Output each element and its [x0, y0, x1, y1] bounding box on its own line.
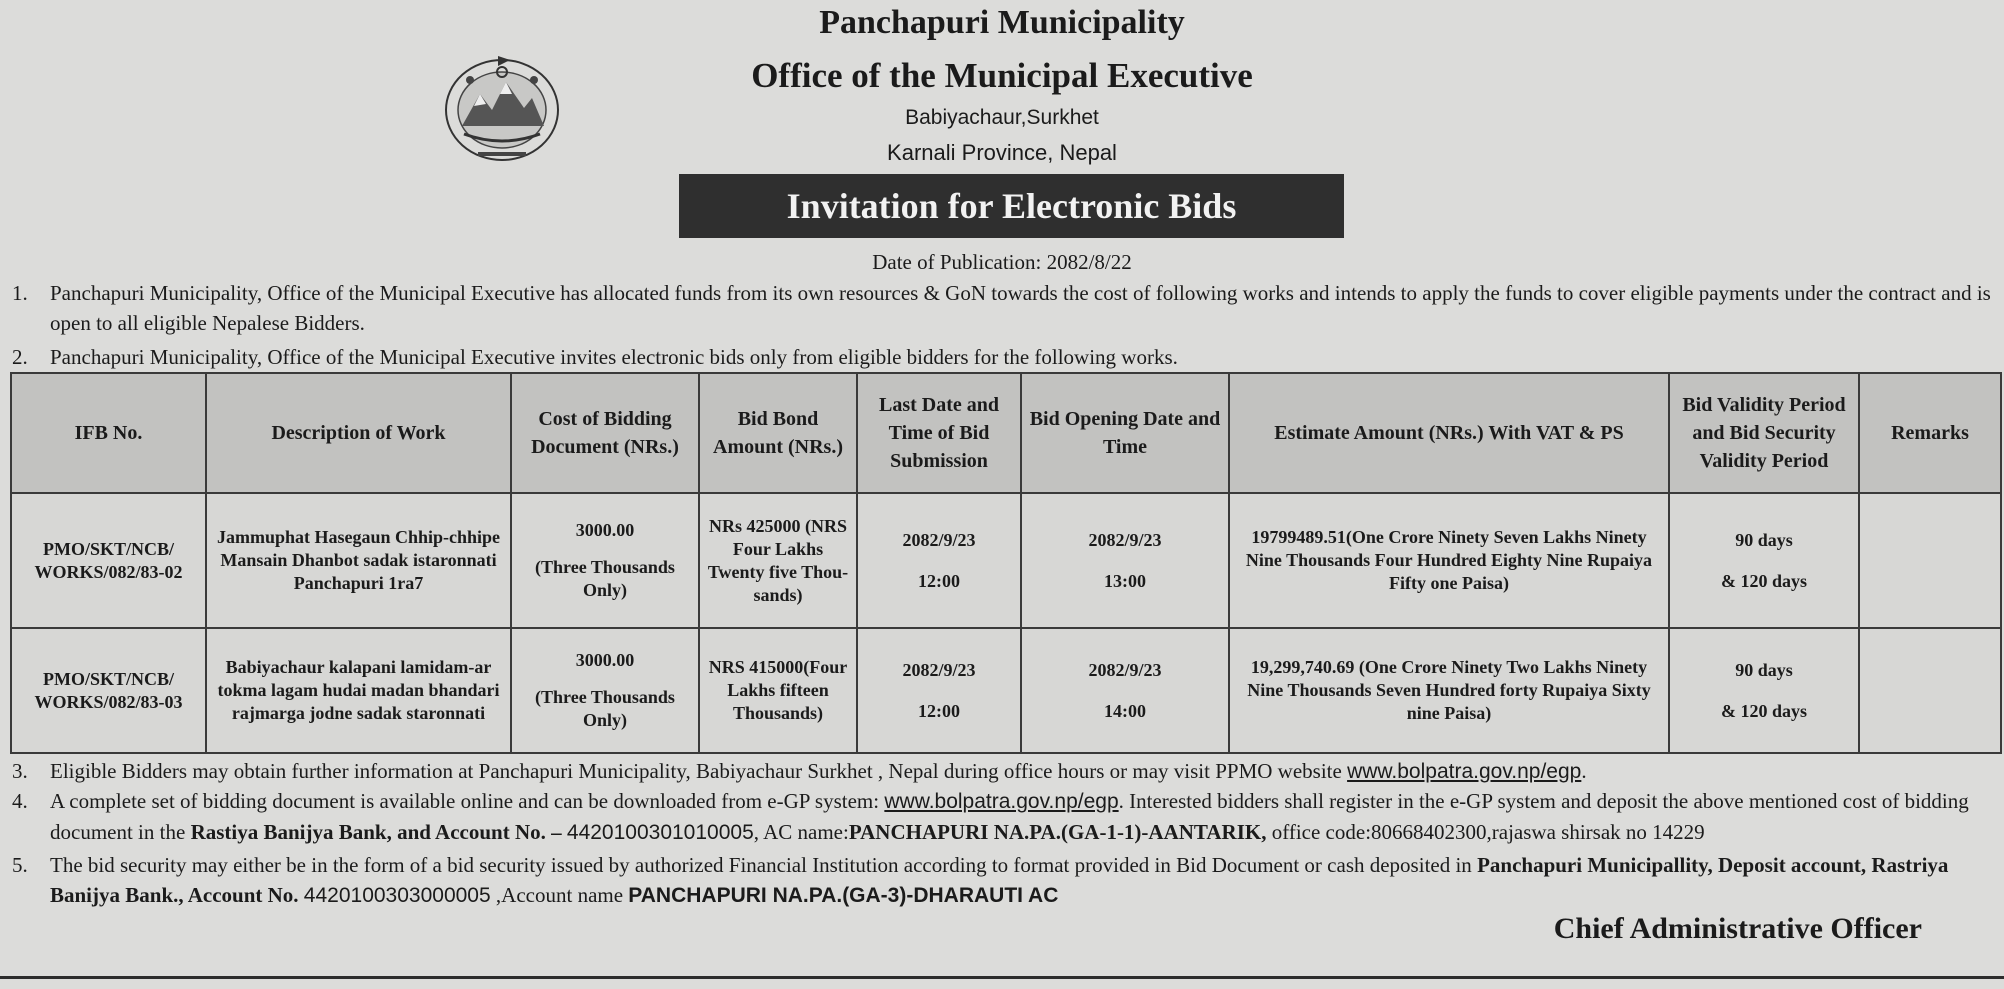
opening-time: 13:00 [1104, 570, 1146, 591]
paragraph-end: . [1581, 759, 1587, 783]
bank-account-label: Rastiya Banijya Bank, and Account No. – [190, 820, 567, 844]
notice-title-banner: Invitation for Electronic Bids [679, 174, 1344, 238]
last-date: 2082/9/23 [902, 529, 976, 550]
paragraph-text [50, 786, 1996, 848]
cell-opening-date [1021, 493, 1229, 628]
cell-bid-bond: NRS 415000(Four Lakhs fifteen Thousands) [699, 628, 857, 753]
paragraph-1 [8, 278, 1996, 340]
cell-validity [1669, 628, 1859, 753]
cell-remarks [1859, 628, 2001, 753]
cell-ifb: PMO/SKT/NCB/ WORKS/082/83-02 [11, 493, 206, 628]
header-description: Description of Work [206, 373, 511, 493]
cost-words: (Three Thousands Only) [535, 557, 675, 601]
cost-amount: 3000.00 [575, 650, 635, 671]
publication-date: Date of Publication: 2082/8/22 [872, 250, 1132, 274]
cell-description: Babiyachaur kalapani lamidam-ar tokma lagam hudai madan bhandari rajmarga jodne sadak staronnati [206, 628, 511, 753]
cell-estimate: 19,299,740.69 (One Crore Ninety Two Lakhs Ninety Nine Thousands Seven Hundred forty Rupaiya Sixty nine Paisa) [1229, 628, 1669, 753]
header-estimate: Estimate Amount (NRs.) With VAT & PS [1229, 373, 1669, 493]
deposit-account-label: Panchapuri Municipallity, Deposit account, Rastriya Banijya Bank., Account No. [50, 853, 1949, 907]
deposit-account-number: 4420100303000005 [303, 884, 491, 907]
cell-cost [511, 628, 699, 753]
paragraph-body: , AC name: [753, 820, 849, 844]
paragraph-body: Eligible Bidders may obtain further information at Panchapuri Municipality, Babiyachaur Surkhet , Nepal during office hours or may visit PPMO website [50, 759, 1348, 783]
cell-last-date [857, 628, 1021, 753]
paragraph-4 [8, 786, 1996, 848]
paragraph-5 [8, 850, 1996, 912]
cost-words: (Three Thousands Only) [535, 687, 675, 731]
last-date: 2082/9/23 [902, 659, 976, 680]
cell-cost [511, 493, 699, 628]
cell-bid-bond: NRs 425000 (NRS Four Lakhs Twenty five Thou-sands) [699, 493, 857, 628]
office-address: Babiyachaur,Surkhet [905, 106, 1099, 129]
office-name: Office of the Municipal Executive [751, 56, 1253, 95]
paragraph-text: Panchapuri Municipality, Office of the Municipal Executive invites electronic bids only from eligible bidders for the following works. [50, 345, 1178, 369]
header-last-date: Last Date and Time of Bid Submission [857, 373, 1021, 493]
paragraph-3 [8, 756, 1996, 786]
bids-table [10, 372, 2002, 754]
paragraph-number: 5. [12, 853, 28, 877]
bottom-divider [0, 976, 2004, 979]
paragraph-body: ,Account name [490, 883, 629, 907]
paragraph-number: 4. [12, 789, 28, 813]
account-name: PANCHAPURI NA.PA.(GA-1-1)-AANTARIK, [848, 820, 1267, 844]
header-remarks: Remarks [1859, 373, 2001, 493]
cost-amount: 3000.00 [575, 520, 635, 541]
bid-validity: 90 days [1735, 659, 1793, 680]
paragraph-body: office code:80668402300,rajaswa shirsak no 14229 [1266, 820, 1705, 844]
paragraph-text [50, 756, 1996, 787]
cell-remarks [1859, 493, 2001, 628]
cell-description: Jammuphat Hasegaun Chhip-chhipe Mansain Dhanbot sadak istaronnati Panchapuri 1ra7 [206, 493, 511, 628]
egp-website-link[interactable]: www.bolpatra.gov.np/egp [884, 790, 1119, 813]
paragraph-number: 3. [12, 759, 28, 783]
cell-ifb: PMO/SKT/NCB/ WORKS/082/83-03 [11, 628, 206, 753]
table-row [11, 493, 2001, 628]
header-ifb: IFB No. [11, 373, 206, 493]
security-validity: & 120 days [1720, 570, 1807, 591]
municipality-name: Panchapuri Municipality [819, 4, 1185, 41]
cell-last-date [857, 493, 1021, 628]
header-opening-date: Bid Opening Date and Time [1021, 373, 1229, 493]
paragraph-number: 1. [12, 281, 28, 305]
cell-opening-date [1021, 628, 1229, 753]
bank-account-number: 4420100301010005 [566, 821, 754, 844]
header-validity: Bid Validity Period and Bid Security Validity Period [1669, 373, 1859, 493]
paragraph-text: Panchapuri Municipality, Office of the Municipal Executive has allocated funds from its own resources & GoN towards the cost of following works and intends to apply the funds to cover eligible payments under the contract and is open to all eligible Nepalese Bidders. [50, 281, 1991, 335]
deposit-account-name: PANCHAPURI NA.PA.(GA-3)-DHARAUTI AC [628, 884, 1059, 907]
header-bid-bond: Bid Bond Amount (NRs.) [699, 373, 857, 493]
paragraph-2 [8, 342, 1996, 372]
paragraph-body: The bid security may either be in the form of a bid security issued by authorized Financial Institution according to format provided in Bid Document or cash deposited in [50, 853, 1478, 877]
last-time: 12:00 [918, 570, 960, 591]
signatory-title: Chief Administrative Officer [1553, 912, 1922, 945]
last-time: 12:00 [918, 700, 960, 721]
cell-validity [1669, 493, 1859, 628]
bid-validity: 90 days [1735, 529, 1793, 550]
table-header-row [11, 373, 2001, 493]
opening-date: 2082/9/23 [1088, 529, 1162, 550]
security-validity: & 120 days [1720, 700, 1807, 721]
paragraph-text [50, 850, 1996, 911]
table-row [11, 628, 2001, 753]
province: Karnali Province, Nepal [887, 140, 1117, 165]
cell-estimate: 19799489.51(One Crore Ninety Seven Lakhs Ninety Nine Thousands Four Hundred Eighty Nine Rupaiya Fifty one Paisa) [1229, 493, 1669, 628]
header-cost: Cost of Bidding Document (NRs.) [511, 373, 699, 493]
paragraph-body: . Interested bidders shall register in the e-GP system and deposit the above mentioned cost of bidding document in the [50, 789, 1969, 844]
ppmo-website-link[interactable]: www.bolpatra.gov.np/egp [1347, 760, 1582, 783]
paragraph-body: A complete set of bidding document is available online and can be downloaded from e-GP system: [50, 789, 885, 813]
opening-date: 2082/9/23 [1088, 659, 1162, 680]
paragraph-number: 2. [12, 345, 28, 369]
opening-time: 14:00 [1104, 700, 1146, 721]
